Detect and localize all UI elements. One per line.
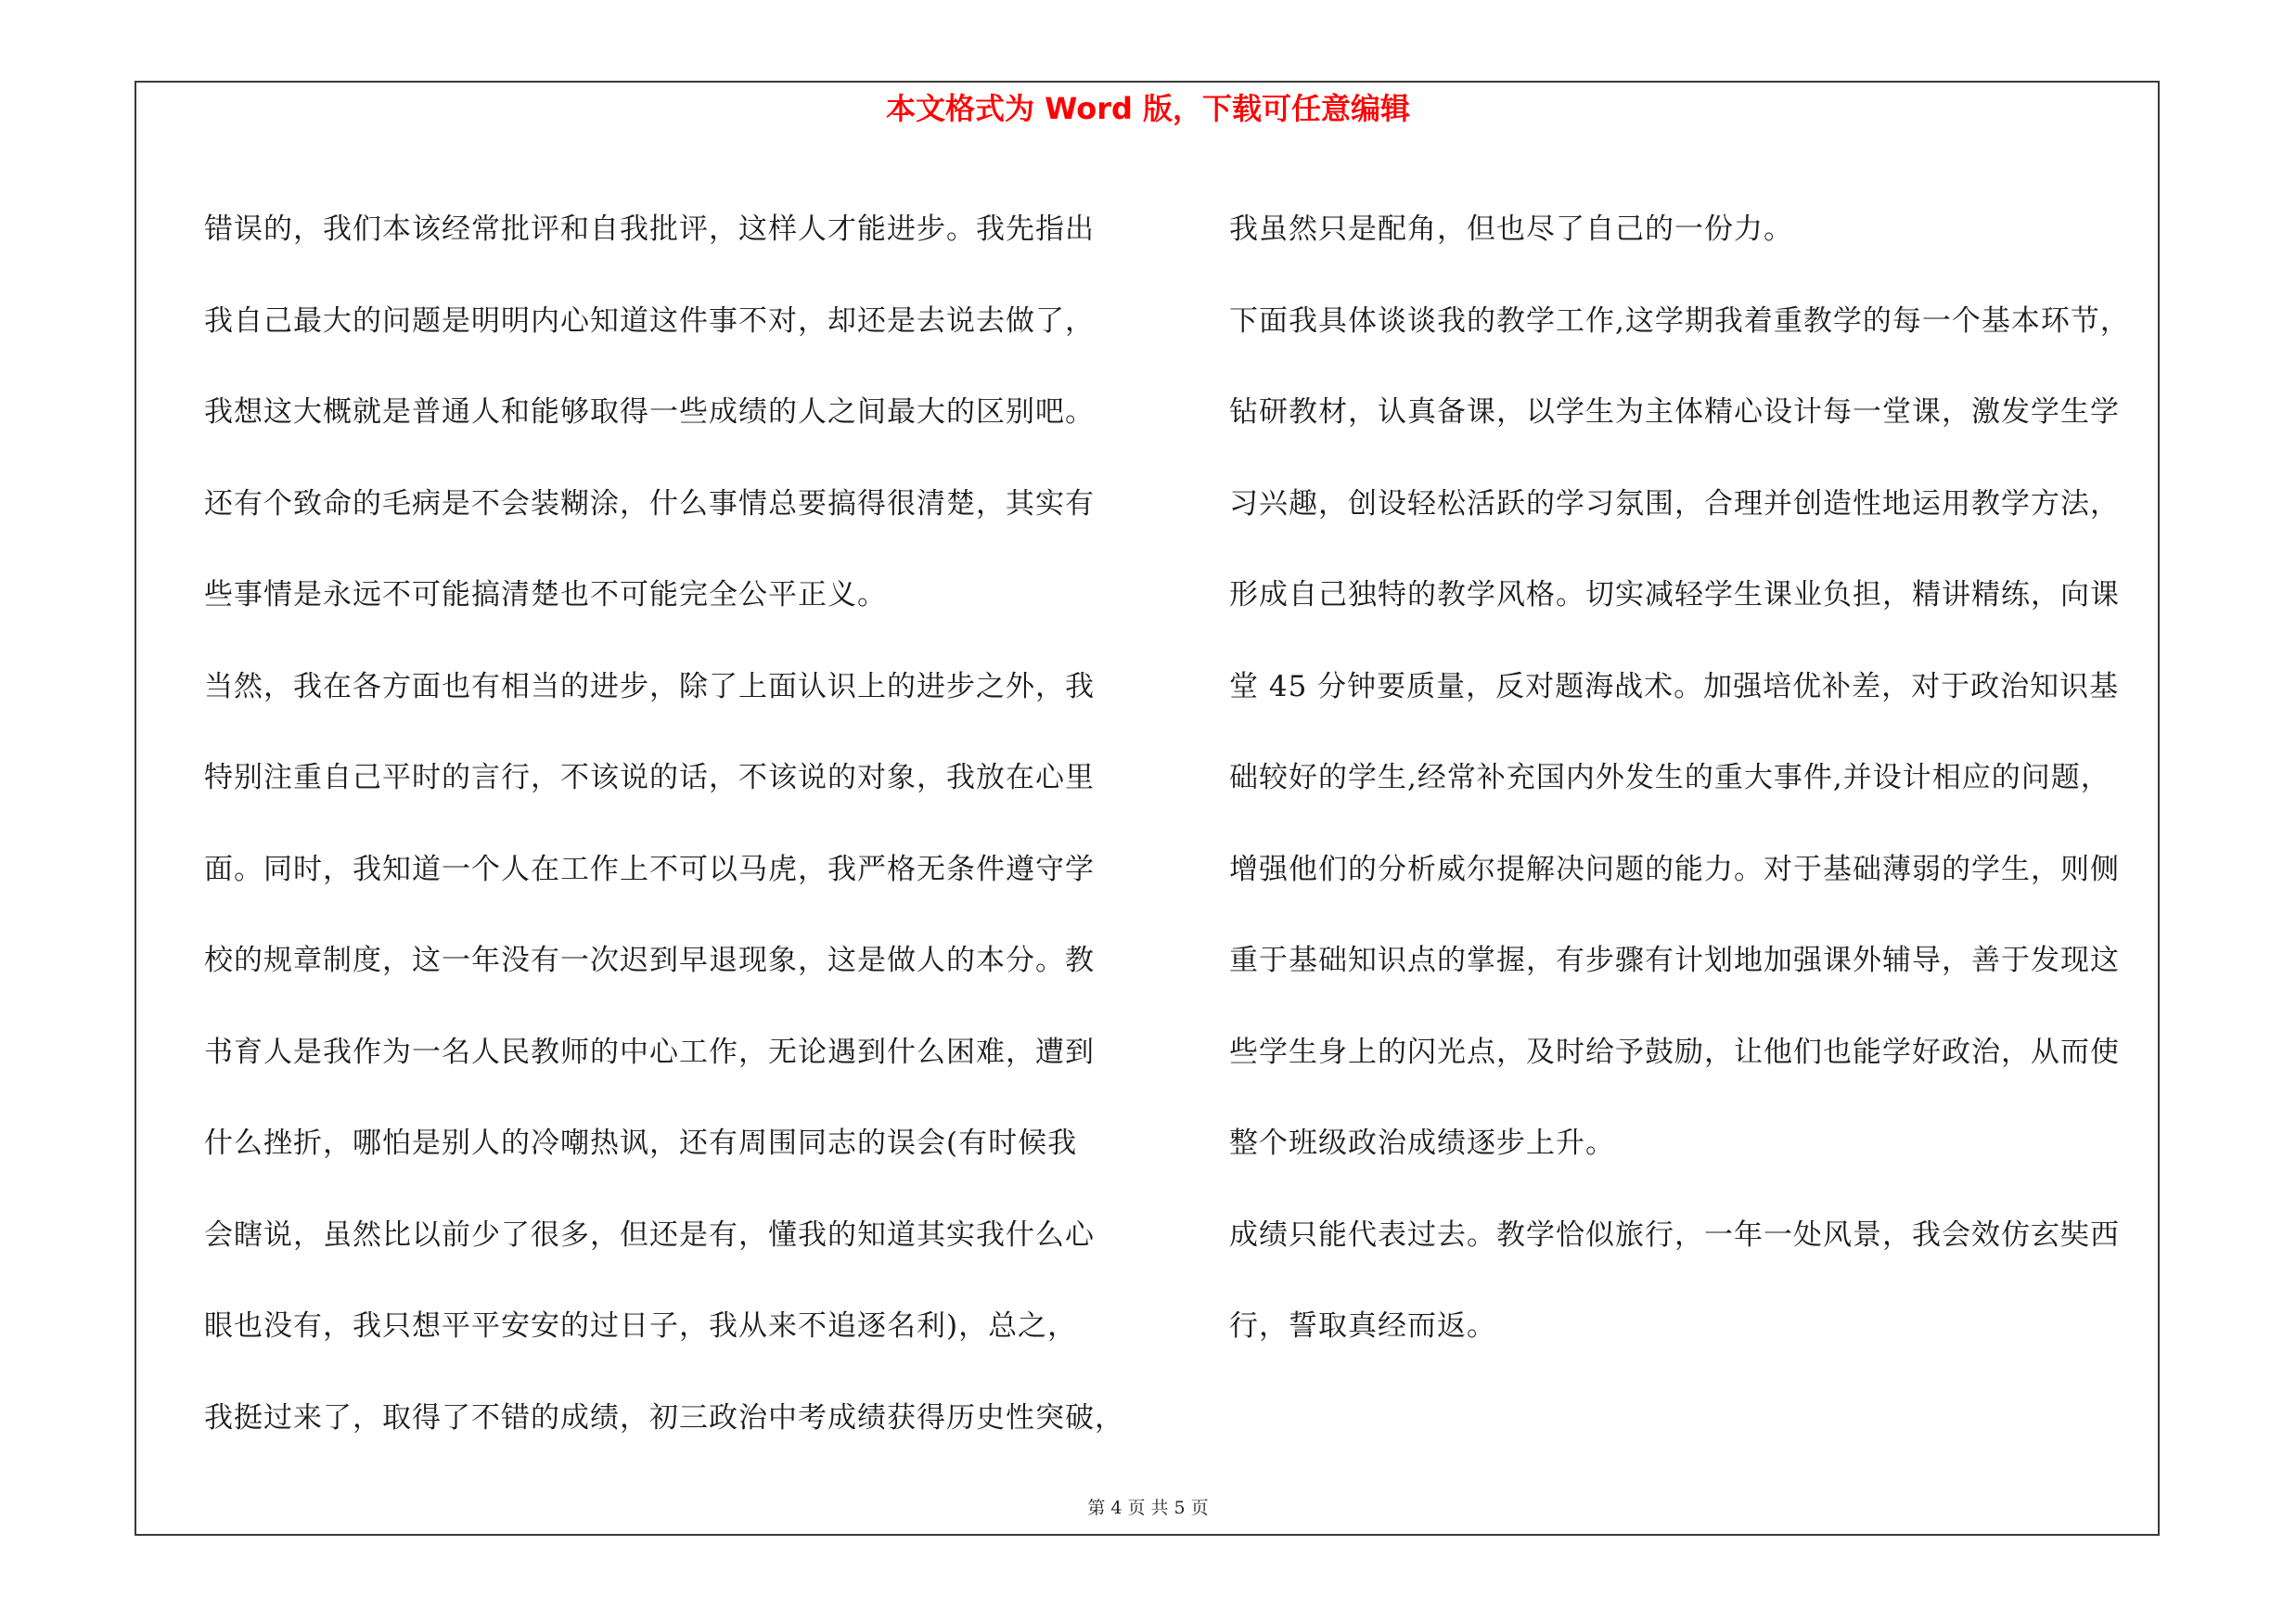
text-line: 什么挫折，哪怕是别人的冷嘲热讽，还有周围同志的误会(有时候我 — [204, 1127, 1078, 1160]
text-line: 重于基础知识点的掌握，有步骤有计划地加强课外辅导，善于发现这 — [1229, 944, 2120, 977]
right-text-column — [1229, 184, 2166, 1372]
text-line: 堂 45 分钟要质量，反对题海战术。加强培优补差，对于政治知识基 — [1229, 669, 2120, 703]
page-prefix: 第 — [1087, 1498, 1106, 1518]
text-line: 些事情是永远不可能搞清楚也不可能完全公平正义。 — [204, 578, 887, 612]
format-banner: 本文格式为 Word 版，下载可任意编辑 — [885, 91, 1411, 126]
text-line: 增强他们的分析威尔提解决问题的能力。对于基础薄弱的学生，则侧 — [1229, 852, 2120, 886]
total-page-count: 5 — [1174, 1498, 1186, 1518]
text-line: 础较好的学生,经常补充国内外发生的重大事件,并设计相应的问题， — [1229, 761, 2110, 794]
total-prefix: 共 — [1150, 1498, 1169, 1518]
text-line: 我挺过来了，取得了不错的成绩，初三政治中考成绩获得历史性突破， — [204, 1400, 1124, 1435]
text-line: 书育人是我作为一名人民教师的中心工作，无论遇到什么困难，遭到 — [204, 1035, 1095, 1069]
text-line: 下面我具体谈谈我的教学工作,这学期我着重教学的每一个基本环节， — [1229, 303, 2130, 338]
text-line: 会瞎说，虽然比以前少了很多，但还是有，懂我的知道其实我什么心 — [204, 1217, 1095, 1252]
text-line: 钻研教材，认真备课，以学生为主体精心设计每一堂课，激发学生学 — [1229, 395, 2120, 429]
text-line: 我自己最大的问题是明明内心知道这件事不对，却还是去说去做了， — [204, 303, 1095, 338]
text-line: 眼也没有，我只想平平安安的过日子，我从来不追逐名利)，总之， — [204, 1309, 1078, 1343]
text-line: 我想这大概就是普通人和能够取得一些成绩的人之间最大的区别吧。 — [204, 395, 1095, 429]
page-number-footer — [0, 1494, 2296, 1522]
current-page-number: 4 — [1110, 1498, 1122, 1518]
text-line: 面。同时，我知道一个人在工作上不可以马虎，我严格无条件遵守学 — [204, 852, 1095, 886]
text-line: 还有个致命的毛病是不会装糊涂，什么事情总要搞得很清楚，其实有 — [204, 486, 1095, 521]
text-line: 行，誓取真经而返。 — [1229, 1309, 1496, 1343]
text-line: 习兴趣，创设轻松活跃的学习氛围，合理并创造性地运用教学方法， — [1229, 486, 2120, 521]
page-word: 页 — [1127, 1498, 1146, 1518]
text-line: 形成自己独特的教学风格。切实减轻学生课业负担，精讲精练，向课 — [1229, 578, 2120, 612]
page-suffix: 页 — [1190, 1498, 1209, 1518]
text-line: 些学生身上的闪光点，及时给予鼓励，让他们也能学好政治，从而使 — [1229, 1035, 2120, 1069]
text-line: 整个班级政治成绩逐步上升。 — [1229, 1127, 1615, 1160]
text-line: 当然，我在各方面也有相当的进步，除了上面认识上的进步之外，我 — [204, 669, 1095, 703]
left-text-column — [204, 184, 1141, 1463]
text-line: 特别注重自己平时的言行，不该说的话，不该说的对象，我放在心里 — [204, 761, 1095, 794]
text-line: 成绩只能代表过去。教学恰似旅行，一年一处风景，我会效仿玄奘西 — [1229, 1217, 2120, 1252]
text-line: 校的规章制度，这一年没有一次迟到早退现象，这是做人的本分。教 — [204, 944, 1095, 977]
text-line: 我虽然只是配角，但也尽了自己的一份力。 — [1229, 213, 1793, 246]
text-line: 错误的，我们本该经常批评和自我批评，这样人才能进步。我先指出 — [204, 213, 1095, 246]
